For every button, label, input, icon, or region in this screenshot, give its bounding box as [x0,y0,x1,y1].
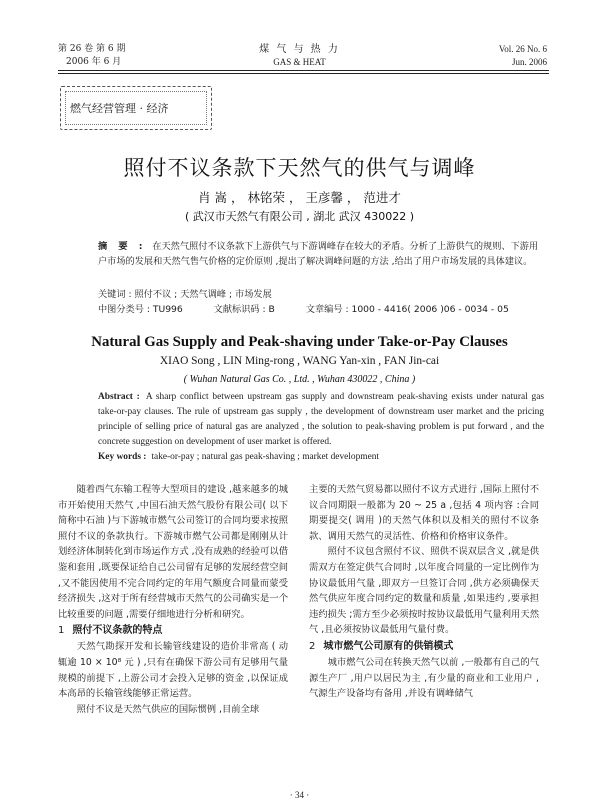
keywords-en-text: take-or-pay ; natural gas peak-shaving ; market development [151,452,380,462]
authors-en: XIAO Song , LIN Ming-rong , WANG Yan-xin , FAN Jin-cai [159,355,440,367]
abstract-cn [98,240,544,269]
header-rule [58,70,549,71]
body-column-left [58,482,288,717]
body-column-right [309,482,539,702]
page-number: · 34 · [289,790,310,800]
classification-line [98,304,537,316]
journal-volume-en: Vol. 26 No. 6 [498,44,547,54]
body-paragraph: 天然气勘探开发和长输管线建设的造价非常高 ( 动辄逾 10 × 10⁸ 元 ) ,只有在确保下游公司有足够用气量规模的前提下 ,上游公司才会投入足够的资金 ,以保证成本高昂的长输管线能够正常运营。 [58,641,288,700]
clc-number: 中图分类号 : TU996 [98,304,183,315]
journal-name: 煤 气 与 热 力 [259,44,340,55]
body-paragraph: 照付不议包含照付不议、照供不误双层含义 ,就是供需双方在签定供气合同时 ,以年度合同量的一定比例作为协议最低用气量 ,即双方一旦签订合同 ,供方必须确保天然气供应年度合同约定的数量和质量 ,如果违约 ,要承担违约损失 ;需方至少必须按时按协议最低用气量利用天然气 ,且必须按协议最低用气量付费。 [309,546,539,636]
keywords-en [98,452,379,462]
journal-date-en: Jun. 2006 [511,57,547,67]
abstract-en-label: Abstract : [98,392,140,402]
abstract-en [98,390,544,450]
affiliation-cn: ( 武汉市天然气有限公司 , 湖北 武汉 430022 ) [184,210,415,223]
body-paragraph: 主要的天然气贸易都以照付不议方式进行 ,国际上照付不议合同期限一般都为 20 ~ 25 a ,包括 4 项内容 :合同期要提交( 调用 )的天然气体积以及相关的照付不议条款、调用天然气的灵活性、价格和价格审议条件。 [309,484,539,542]
body-paragraph: 城市燃气公司在转换天然气以前 ,一般都有自己的气源生产厂 ,用户以居民为主 ,有少量的商业和工业用户 ,气源生产设备均有备用 ,并设有调峰储气 [309,656,539,700]
abstract-cn-label: 摘 要 : [98,241,147,252]
journal-date: 2006 年 6 月 [66,57,122,67]
paper-title-en: Natural Gas Supply and Peak-shaving under Take-or-Pay Clauses [91,334,508,350]
section-heading-1: 1 照付不议条款的特点 [58,625,163,637]
document-code: 文献标识码 : B [213,304,275,315]
header-rule-thin [58,73,549,74]
journal-volume: 第 26 卷 第 6 期 [58,44,126,54]
section-heading-2: 2 城市燃气公司原有的供销模式 [309,640,454,652]
abstract-en-text: A sharp conflict between upstream gas supply and downstream peak-shaving exists under natural gas take-or-pay clauses. The rule of upstream gas supply , the development of downstream user market and the pricing principle of selling price of natural gas are analyzed , the solution to peak-shaving problem is put forward , and the concrete suggestion on development of user market is offered. [98,392,544,447]
body-paragraph: 随着西气东输工程等大型项目的建设 ,越来越多的城市开始使用天然气 ,中国石油天然气股份有限公司( 以下简称中石油 )与下游城市燃气公司签订的合同均要求按照照付不议的条款执行。下游城市燃气公司都是刚刚从计划经济体制转化到市场运作方式 ,没有成熟的经验可以借鉴和套用 ,既要保证给自己公司留有足够的发展经营空间 ,又不能因使用不完合同约定的年用气额度合同量而蒙受经济损失 ,这对于所有经营城市天然气的公司确实是一个比较重要的问题 ,需要仔细地进行分析和研究。 [58,484,288,620]
abstract-cn-text: 在天然气照付不议条款下上游供气与下游调峰存在较大的矛盾。分析了上游供气的规则、下游用户市场的发展和天然气售气价格的定价原则 ,提出了解决调峰问题的方法 ,给出了用户市场发展的具体建议。 [98,241,539,267]
authors-cn: 肖 嵩 ， 林铭荣 ， 王彦馨 ， 范进才 [198,190,401,205]
affiliation-en: ( Wuhan Natural Gas Co. , Ltd. , Wuhan 430022 , China ) [183,374,416,385]
body-paragraph: 照付不议是天然气供应的国际惯例 ,目前全球 [76,703,260,715]
paper-title-cn: 照付不议条款下天然气的供气与调峰 [123,156,476,180]
keywords-cn: 关键词 : 照付不议 ; 天然气调峰 ; 市场发展 [98,289,272,300]
journal-name-en: GAS & HEAT [273,57,326,67]
article-number: 文章编号 : 1000 - 4416( 2006 )06 - 0034 - 05 [305,304,509,315]
keywords-en-label: Key words : [98,452,147,462]
section-label: 燃气经营管理 · 经济 [70,102,169,115]
